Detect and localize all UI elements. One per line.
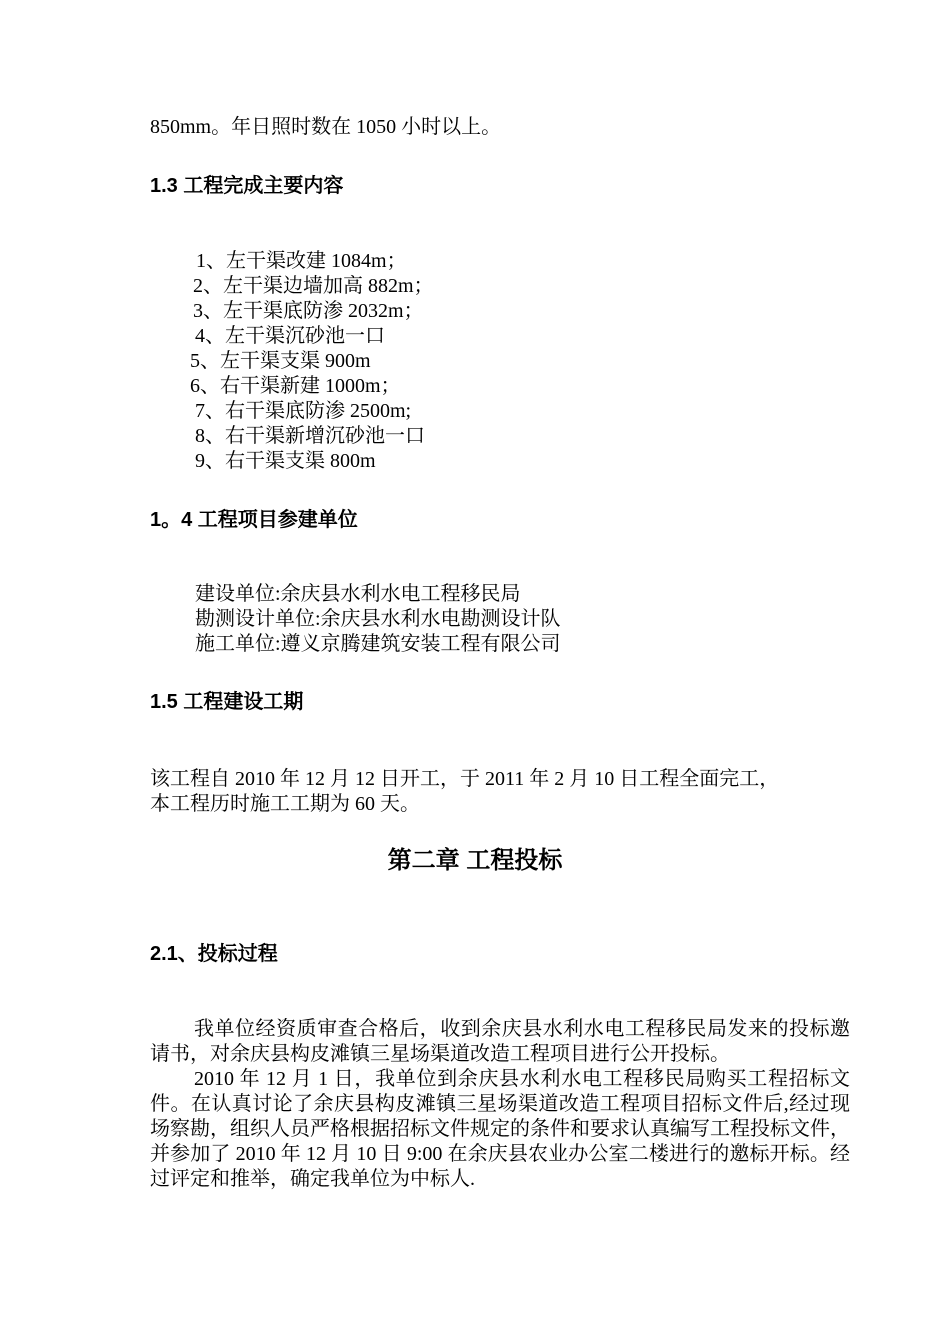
chapter-title: 第二章 工程投标 [387,847,563,874]
list-item: 2、左干渠边墙加高 882m； [193,275,434,297]
section-1-4-heading: 1。4 工程项目参建单位 [150,509,358,531]
list-item: 4、左干渠沉砂池一口 [195,325,385,347]
section-2-1-body [150,1017,850,1192]
contractor-unit-line: 施工单位:遵义京腾建筑安装工程有限公司 [195,633,561,655]
section-1-5-heading: 1.5 工程建设工期 [150,691,304,713]
section-1-3-heading: 1.3 工程完成主要内容 [150,175,344,197]
design-unit-line: 勘测设计单位:余庆县水利水电勘测设计队 [195,608,561,630]
construction-unit-line: 建设单位:余庆县水利水电工程移民局 [195,583,521,605]
section-2-1-heading: 2.1、投标过程 [150,943,278,965]
duration-text-line: 本工程历时施工工期为 60 天。 [150,793,420,815]
list-item: 5、左干渠支渠 900m [190,350,371,372]
body-paragraph: 我单位经资质审查合格后，收到余庆县水利水电工程移民局发来的投标邀请书，对余庆县构皮滩镇三星场渠道改造工程项目进行公开投标。 [150,1018,850,1065]
list-item: 1、左干渠改建 1084m； [196,250,407,272]
duration-text-line: 该工程自 2010 年 12 月 12 日开工，于 2011 年 2 月 10 日工程全面完工， [150,768,780,790]
list-item: 9、右干渠支渠 800m [195,450,376,472]
intro-text-line: 850mm。年日照时数在 1050 小时以上。 [150,116,502,138]
list-item: 7、右干渠底防渗 2500m; [195,400,412,422]
list-item: 6、右干渠新建 1000m； [190,375,401,397]
body-paragraph: 2010 年 12 月 1 日，我单位到余庆县水利水电工程移民局购买工程招标文件。在认真讨论了余庆县构皮滩镇三星场渠道改造工程项目招标文件后,经过现场察勘，组织人员严格根据招标文件规定的条件和要求认真编写工程投标文件，并参加了 2010 年 12 月 10 日 9:00 在余庆县农业办公室二楼进行的邀标开标。经过评定和推举，确定我单位为中标人. [150,1068,850,1190]
list-item: 3、左干渠底防渗 2032m； [193,300,424,322]
list-item: 8、右干渠新增沉砂池一口 [195,425,425,447]
